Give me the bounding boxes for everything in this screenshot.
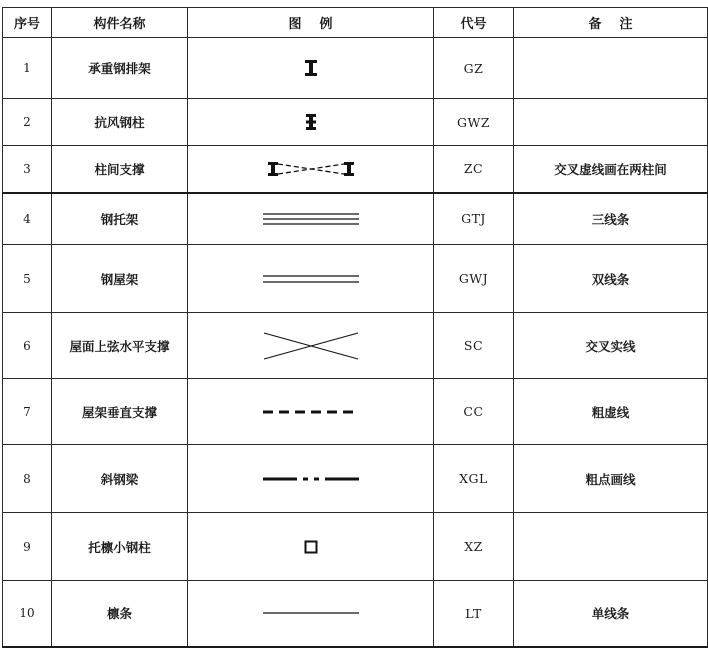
table-row — [3, 193, 708, 245]
component-note: 三线条 — [514, 193, 708, 245]
row-index: 6 — [3, 313, 52, 379]
component-name: 承重钢排架 — [52, 38, 188, 99]
component-code: GTJ — [434, 193, 514, 245]
component-code: SC — [434, 313, 514, 379]
table-row — [3, 379, 708, 445]
row-index: 8 — [3, 445, 52, 513]
header-index: 序号 — [3, 8, 52, 38]
table-row — [3, 313, 708, 379]
legend-cell — [188, 193, 434, 245]
row-index: 7 — [3, 379, 52, 445]
table-row — [3, 581, 708, 647]
thick-dash-dot-line-icon — [261, 475, 361, 483]
header-row — [3, 8, 708, 38]
legend-cell — [188, 513, 434, 581]
component-name: 斜钢梁 — [52, 445, 188, 513]
triple-line-icon — [261, 211, 361, 227]
row-index: 3 — [3, 146, 52, 193]
component-code: GWJ — [434, 245, 514, 313]
legend-cell — [188, 38, 434, 99]
table-row — [3, 245, 708, 313]
component-name: 柱间支撑 — [52, 146, 188, 193]
i-beam-icon — [296, 58, 326, 78]
component-note — [514, 99, 708, 146]
dashed-cross-bracing-icon — [266, 159, 356, 179]
component-name: 檩条 — [52, 581, 188, 647]
component-name: 钢托架 — [52, 193, 188, 245]
table-row — [3, 146, 708, 193]
component-note: 交叉虚线画在两柱间 — [514, 146, 708, 193]
component-code: GZ — [434, 38, 514, 99]
component-name: 托檩小钢柱 — [52, 513, 188, 581]
row-index: 4 — [3, 193, 52, 245]
header-legend: 图 例 — [188, 8, 434, 38]
header-note: 备 注 — [514, 8, 708, 38]
table-row — [3, 99, 708, 146]
component-code: XZ — [434, 513, 514, 581]
component-note — [514, 513, 708, 581]
component-code: GWZ — [434, 99, 514, 146]
component-legend-table — [2, 7, 708, 648]
row-index: 10 — [3, 581, 52, 647]
table-row — [3, 513, 708, 581]
small-square-icon — [303, 539, 319, 555]
component-code: XGL — [434, 445, 514, 513]
legend-cell — [188, 379, 434, 445]
component-name: 屋架垂直支撑 — [52, 379, 188, 445]
legend-cell — [188, 99, 434, 146]
legend-cell — [188, 313, 434, 379]
double-flange-icon — [296, 112, 326, 132]
legend-cell — [188, 581, 434, 647]
component-name: 屋面上弦水平支撑 — [52, 313, 188, 379]
component-code: CC — [434, 379, 514, 445]
header-name: 构件名称 — [52, 8, 188, 38]
legend-cell — [188, 146, 434, 193]
legend-cell — [188, 245, 434, 313]
single-line-icon — [261, 610, 361, 616]
solid-cross-icon — [261, 330, 361, 362]
row-index: 5 — [3, 245, 52, 313]
component-note — [514, 38, 708, 99]
row-index: 2 — [3, 99, 52, 146]
header-code: 代号 — [434, 8, 514, 38]
component-code: ZC — [434, 146, 514, 193]
component-note: 粗虚线 — [514, 379, 708, 445]
component-name: 抗风钢柱 — [52, 99, 188, 146]
component-note: 双线条 — [514, 245, 708, 313]
component-note: 粗点画线 — [514, 445, 708, 513]
table-row — [3, 445, 708, 513]
table-row — [3, 38, 708, 99]
component-note: 交叉实线 — [514, 313, 708, 379]
component-code: LT — [434, 581, 514, 647]
legend-cell — [188, 445, 434, 513]
double-line-icon — [261, 273, 361, 285]
component-note: 单线条 — [514, 581, 708, 647]
thick-dashed-line-icon — [261, 408, 361, 416]
row-index: 9 — [3, 513, 52, 581]
component-name: 钢屋架 — [52, 245, 188, 313]
row-index: 1 — [3, 38, 52, 99]
